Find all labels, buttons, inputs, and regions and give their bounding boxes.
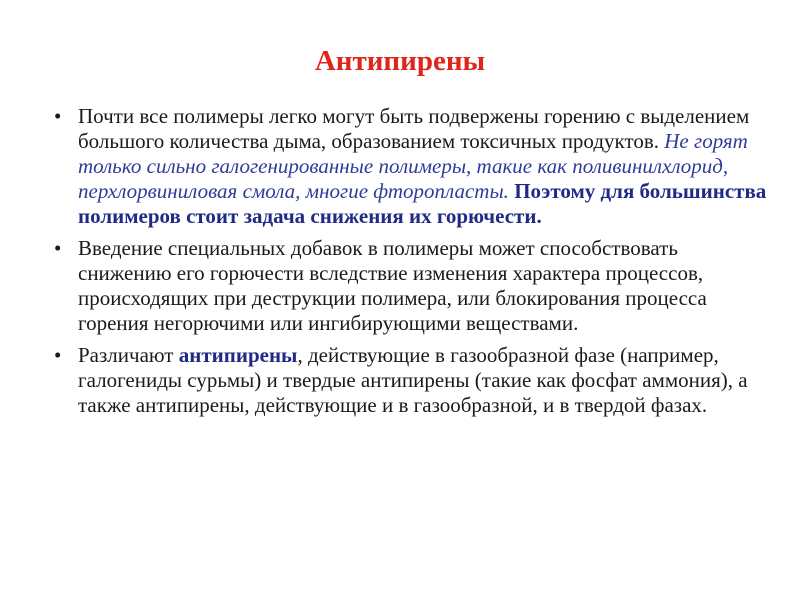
bullet-text: Почти все полимеры легко могут быть подвержены горению с выделением большого количества дыма, образованием токсичных продуктов. bbox=[78, 104, 750, 153]
bullet-dot-icon: • bbox=[54, 343, 62, 367]
bullet-item bbox=[48, 236, 770, 336]
slide-title: Антипирены bbox=[314, 45, 486, 77]
bullet-dot-icon: • bbox=[54, 236, 62, 260]
bullet-dot-icon: • bbox=[54, 104, 62, 128]
bullet-text-continued: , действующие в газообразной фазе (например, галогениды сурьмы) и твердые антипирены (такие как фосфат аммония), а также антипирены, действующие и в газообразной, и в твердой фазах. bbox=[78, 343, 748, 417]
bullet-bold-highlight: Поэтому для большинства полимеров стоит задача снижения их горючести. bbox=[78, 179, 767, 228]
bullet-italic-highlight: Не горят только сильно галогенированные полимеры, такие как поливинилхлорид, перхлорвиниловая смола, многие фторопласты. bbox=[78, 129, 748, 203]
bullet-text: Различают bbox=[78, 343, 174, 367]
bullet-item bbox=[48, 104, 770, 229]
bullet-list bbox=[48, 104, 770, 425]
bullet-item bbox=[48, 343, 770, 418]
bullet-bold-highlight: антипирены bbox=[178, 343, 298, 367]
bullet-text: Введение специальных добавок в полимеры может способствовать снижению его горючести вследствие изменения характера процессов, происходящих при деструкции полимера, или блокирования процесса горения негорючими или ингибирующими веществами. bbox=[78, 236, 707, 335]
